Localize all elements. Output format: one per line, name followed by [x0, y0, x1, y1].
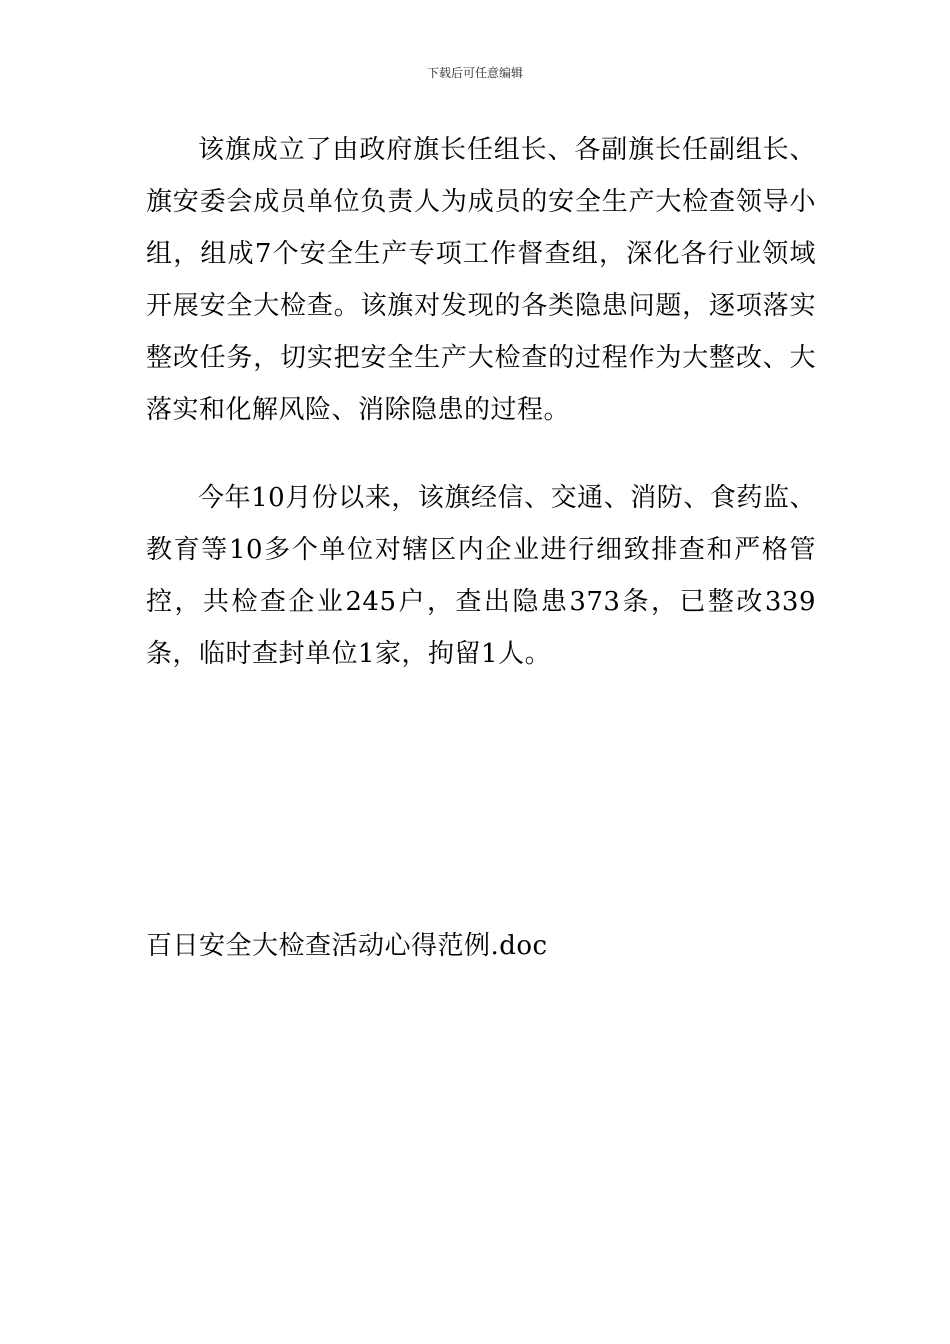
paragraph-1: 该旗成立了由政府旗长任组长、各副旗长任副组长、旗安委会成员单位负责人为成员的安全生产大检查领导小组，组成7个安全生产专项工作督查组，深化各行业领域开展安全大检查。该旗对发现的各类隐患问题，逐项落实整改任务，切实把安全生产大检查的过程作为大整改、大落实和化解风险、消除隐患的过程。	[146, 135, 816, 425]
header-note: 下载后可任意编辑	[426, 66, 523, 80]
paragraph-2: 今年10月份以来，该旗经信、交通、消防、食药监、教育等10多个单位对辖区内企业进行细致排查和严格管控，共检查企业245户，查出隐患373条，已整改339条，临时查封单位1家，拘留1人。	[146, 483, 816, 669]
document-filename: 百日安全大检查活动心得范例.doc	[146, 931, 548, 961]
